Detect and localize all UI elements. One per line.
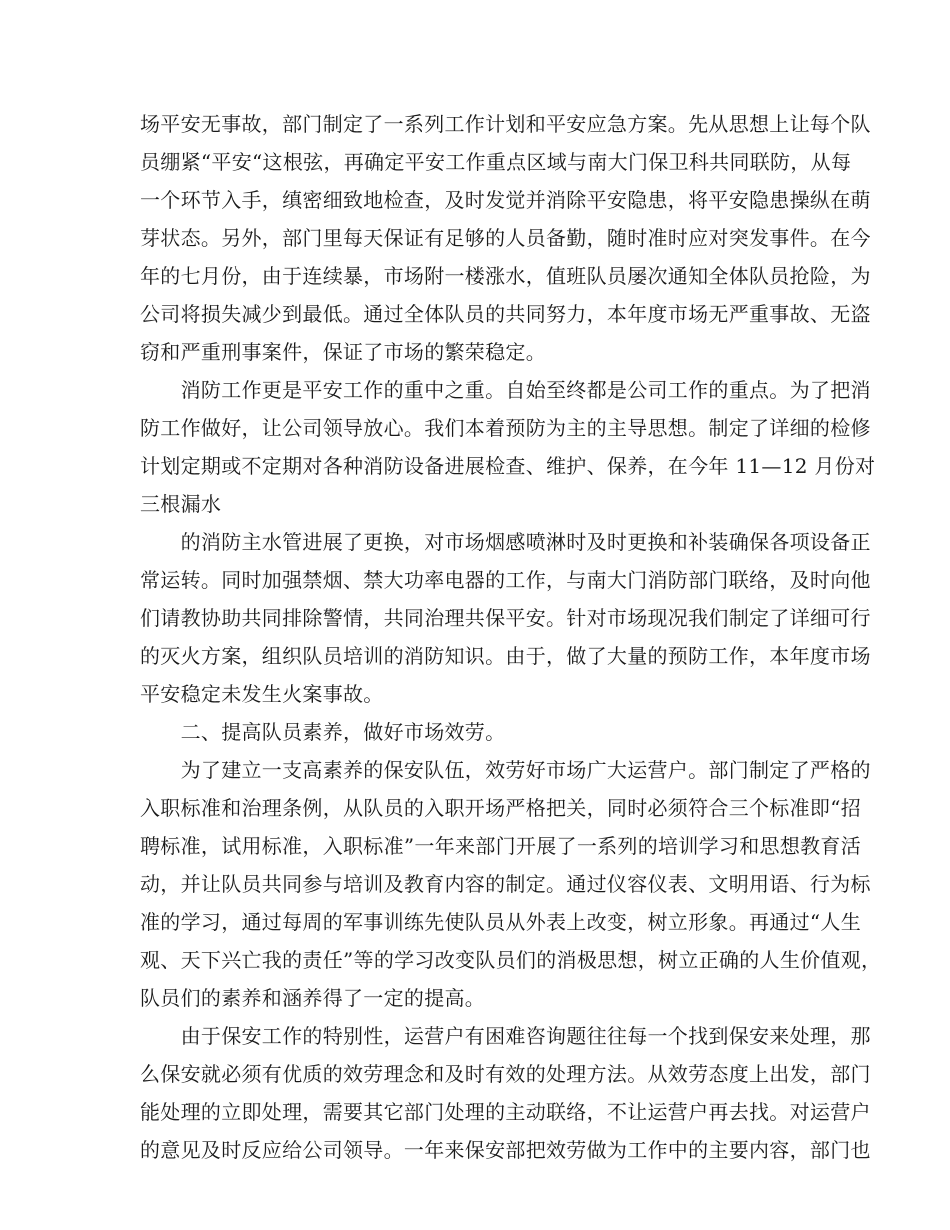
- section-heading: 二、提高队员素养，做好市场效劳。: [140, 720, 506, 744]
- text-line: 平安稳定未发生火案事故。: [140, 682, 384, 706]
- text-line: 场平安无事故，部门制定了一系列工作计划和平安应急方案。先从思想上让每个队: [140, 112, 871, 136]
- text-line: 公司将损失减少到最低。通过全体队员的共同努力，本年度市场无严重事故、无盗: [140, 302, 871, 326]
- text-line: 的意见及时反应给公司领导。一年来保安部把效劳做为工作中的主要内容，部门也: [140, 1138, 871, 1162]
- text-line: 的灭火方案，组织队员培训的消防知识。由于，做了大量的预防工作，本年度市场: [140, 644, 871, 668]
- text-line: 窃和严重刑事案件，保证了市场的繁荣稳定。: [140, 340, 546, 364]
- text-line: 由于保安工作的特别性，运营户有困难咨询题往往每一个找到保安来处理，那: [140, 1024, 871, 1048]
- text-line: 聘标准，试用标准，入职标准”一年来部门开展了一系列的培训学习和思想教育活: [140, 834, 862, 858]
- text-line: 入职标准和治理条例，从队员的入职开场严格把关，同时必须符合三个标准即“招: [140, 796, 862, 820]
- text-line: 准的学习，通过每周的军事训练先使队员从外表上改变，树立形象。再通过“人生: [140, 910, 862, 934]
- text-line: 能处理的立即处理，需要其它部门处理的主动联络，不让运营户再去找。对运营户: [140, 1100, 871, 1124]
- text-line: 三根漏水: [140, 492, 222, 516]
- text-line: 计划定期或不定期对各种消防设备进展检查、维护、保养，在今年 11—12 月份对: [140, 454, 876, 478]
- text-line: 观、天下兴亡我的责任”等的学习改变队员们的消极思想，树立正确的人生价值观，: [140, 948, 882, 972]
- text-line: 的消防主水管进展了更换，对市场烟感喷淋时及时更换和补装确保各项设备正: [140, 530, 871, 554]
- text-line: 芽状态。另外，部门里每天保证有足够的人员备勤，随时准时应对突发事件。在今: [140, 226, 871, 250]
- text-line: 常运转。同时加强禁烟、禁大功率电器的工作，与南大门消防部门联络，及时向他: [140, 568, 871, 592]
- text-line: 么保安就必须有优质的效劳理念和及时有效的处理方法。从效劳态度上出发，部门: [140, 1062, 871, 1086]
- text-line: 员绷紧“平安“这根弦，再确定平安工作重点区域与南大门保卫科共同联防，从每: [140, 150, 852, 174]
- text-line: 队员们的素养和涵养得了一定的提高。: [140, 986, 486, 1010]
- text-line: 动，并让队员共同参与培训及教育内容的制定。通过仪容仪表、文明用语、行为标: [140, 872, 871, 896]
- text-line: 为了建立一支高素养的保安队伍，效劳好市场广大运营户。部门制定了严格的: [140, 758, 871, 782]
- text-line: 一个环节入手，缜密细致地检查，及时发觉并消除平安隐患，将平安隐患操纵在萌: [140, 188, 871, 212]
- text-line: 防工作做好，让公司领导放心。我们本着预防为主的主导思想。制定了详细的检修: [140, 416, 871, 440]
- text-line: 消防工作更是平安工作的重中之重。自始至终都是公司工作的重点。为了把消: [140, 378, 871, 402]
- text-line: 年的七月份，由于连续暴，市场附一楼涨水，值班队员屡次通知全体队员抢险，为: [140, 264, 871, 288]
- text-line: 们请教协助共同排除警情，共同治理共保平安。针对市场现况我们制定了详细可行: [140, 606, 871, 630]
